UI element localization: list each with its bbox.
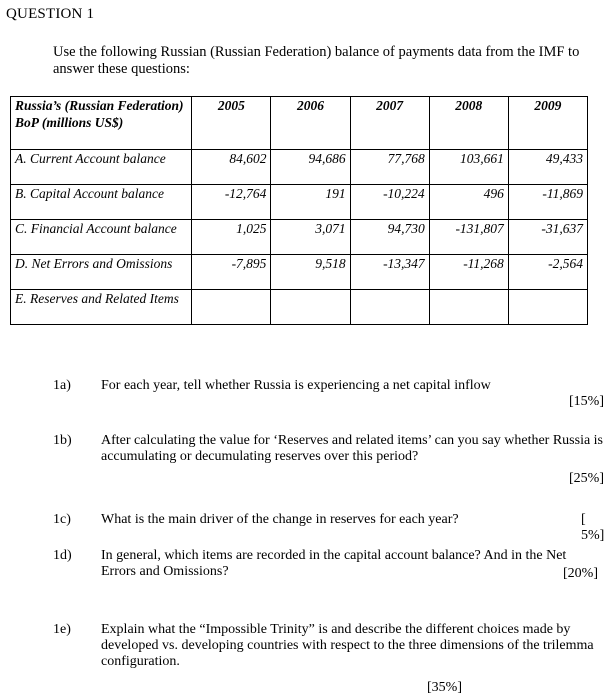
question-mark: [35%] [427,680,462,695]
table-cell: 1,025 [192,220,271,255]
table-cell: -7,895 [192,255,271,290]
question-heading: QUESTION 1 [6,6,95,22]
question-number: 1b) [53,433,72,448]
table-cell [271,290,350,325]
question-text: In general, which items are recorded in the capital account balance? And in the Net Errors and Omissions? [101,548,567,579]
table-row [11,290,588,325]
table-cell [192,290,271,325]
table-cell: -131,807 [429,220,508,255]
question-mark: [ 5%] [581,512,605,543]
row-label: B. Capital Account balance [11,185,192,220]
year-header: 2006 [271,97,350,150]
table-cell: 103,661 [429,150,508,185]
table-cell: 496 [429,185,508,220]
question-mark: [20%] [563,566,598,581]
question-text: After calculating the value for ‘Reserves and related items’ can you say whether Russia is accumulating or decumulating reserves over this period? [101,433,604,464]
table-cell: -31,637 [508,220,587,255]
table-row [11,255,588,290]
table-cell [429,290,508,325]
question-number: 1e) [53,622,71,637]
row-label: A. Current Account balance [11,150,192,185]
question-number: 1c) [53,512,71,527]
intro-text: Use the following Russian (Russian Federation) balance of payments data from the IMF to answer these questions: [53,44,580,77]
table-header-row [11,97,588,150]
question-mark: [25%] [569,471,604,486]
table-cell: 84,602 [192,150,271,185]
table-cell: -2,564 [508,255,587,290]
question-text: What is the main driver of the change in reserves for each year? [101,512,459,527]
year-header: 2008 [429,97,508,150]
table-cell: -11,869 [508,185,587,220]
year-header: 2005 [192,97,271,150]
bop-table [10,96,588,325]
table-cell: -11,268 [429,255,508,290]
year-header: 2009 [508,97,587,150]
table-cell: -12,764 [192,185,271,220]
table-cell: 77,768 [350,150,429,185]
table-cell: 94,686 [271,150,350,185]
table-cell: 3,071 [271,220,350,255]
row-label: E. Reserves and Related Items [11,290,192,325]
table-cell: 49,433 [508,150,587,185]
table-cell [350,290,429,325]
table-cell: 191 [271,185,350,220]
table-row [11,185,588,220]
table-row [11,220,588,255]
table-header-label: Russia’s (Russian Federation) BoP (millions US$) [11,97,192,150]
table-row [11,150,588,185]
question-text: For each year, tell whether Russia is experiencing a net capital inflow [101,378,491,393]
row-label: C. Financial Account balance [11,220,192,255]
question-mark: [15%] [569,394,604,409]
question-text: Explain what the “Impossible Trinity” is and describe the different choices made by developed vs. developing countries with respect to the three dimensions of the trilemma configuration. [101,622,594,669]
table-cell [508,290,587,325]
question-number: 1a) [53,378,71,393]
year-header: 2007 [350,97,429,150]
question-number: 1d) [53,548,72,563]
table-cell: -10,224 [350,185,429,220]
table-cell: 94,730 [350,220,429,255]
row-label: D. Net Errors and Omissions [11,255,192,290]
table-cell: -13,347 [350,255,429,290]
table-cell: 9,518 [271,255,350,290]
